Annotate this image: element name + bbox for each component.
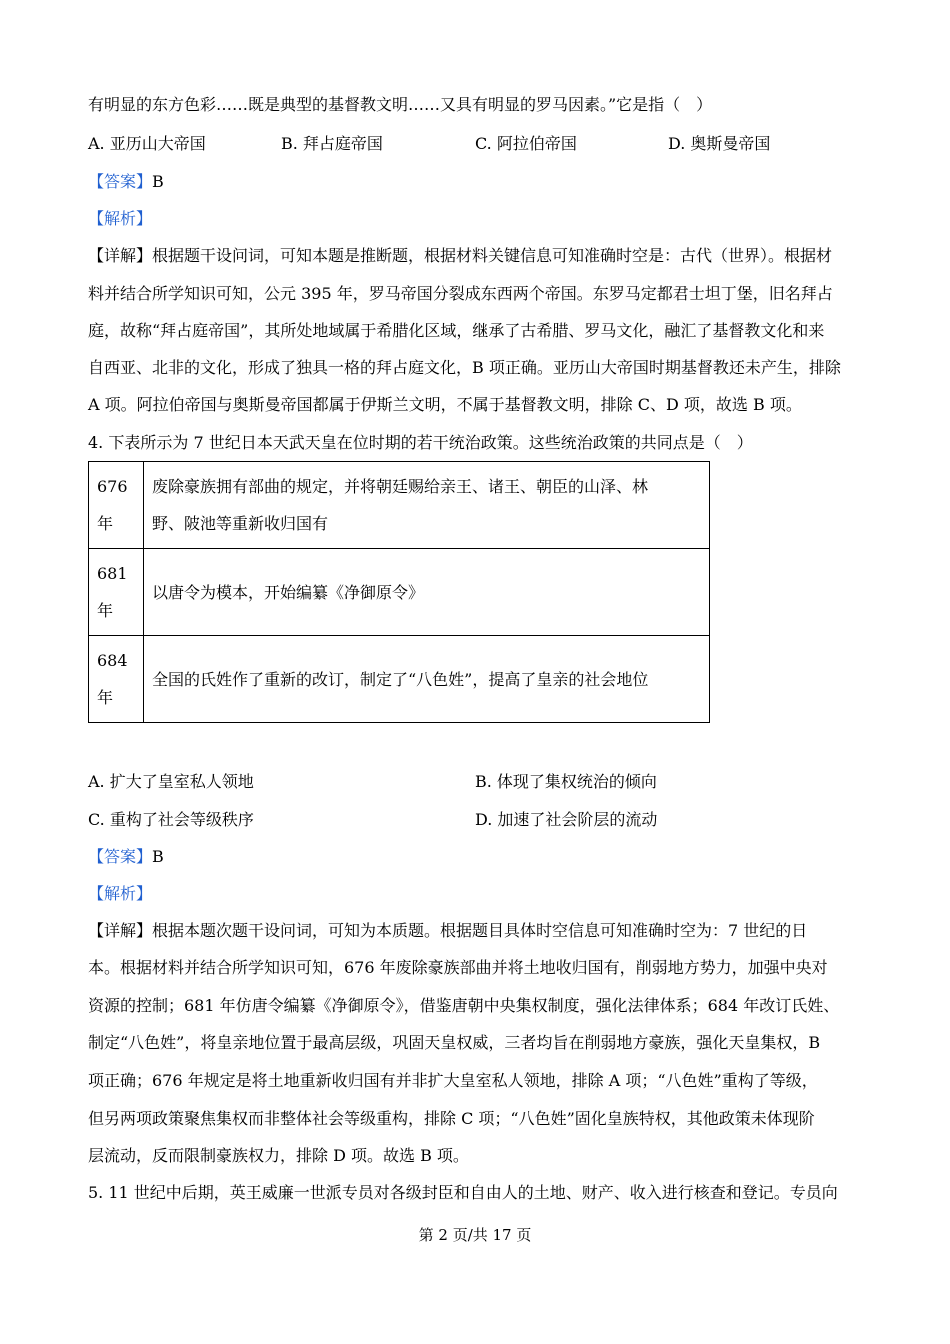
q3-option-a: A. 亚历山大帝国 (88, 134, 206, 153)
year-cell (89, 636, 144, 723)
q3-detail-line: 庭，故称“拜占庭帝国”，其所处地域属于希腊化区域，继承了古希腊、罗马文化，融汇了基督教文化和来 (88, 321, 825, 340)
q4-option-b: B. 体现了集权统治的倾向 (475, 772, 657, 791)
q3-detail-line: A 项。阿拉伯帝国与奥斯曼帝国都属于伊斯兰文明，不属于基督教文明，排除 C、D 项，故选 B 项。 (88, 395, 802, 414)
page-footer: 第 2 页/共 17 页 (418, 1226, 532, 1244)
q4-option-a: A. 扩大了皇室私人领地 (88, 772, 254, 791)
q4-analysis-label: 【解析】 (88, 884, 153, 903)
year-number: 684 (97, 651, 128, 670)
q4-detail-line: 层流动，反而限制豪族权力，排除 D 项。故选 B 项。 (88, 1146, 469, 1165)
year-unit: 年 (97, 688, 114, 707)
policy-cell (144, 636, 710, 723)
q4-detail-line: 本。根据材料并结合所学知识可知，676 年废除豪族部曲并将土地收归国有，削弱地方势力，加强中央对 (88, 958, 828, 977)
q4-policy-table (88, 461, 710, 723)
q3-option-b: B. 拜占庭帝国 (281, 134, 383, 153)
policy-cell (144, 462, 710, 549)
q4-stem: 4. 下表所示为 7 世纪日本天武天皇在位时期的若干统治政策。这些统治政策的共同点是（ ） (88, 433, 753, 452)
q4-detail-line: 【详解】根据本题次题干设问词，可知为本质题。根据题目具体时空信息可知准确时空为：7 世纪的日 (88, 921, 808, 940)
policy-text: 野、陂池等重新收归国有 (152, 514, 329, 533)
q4-answer (88, 847, 164, 867)
table-row (89, 549, 710, 636)
q3-detail-line: 料并结合所学知识可知，公元 395 年，罗马帝国分裂成东西两个帝国。东罗马定都君士坦丁堡，旧名拜占 (88, 284, 833, 303)
q3-answer (88, 172, 164, 192)
q4-answer-value: B (152, 847, 164, 866)
q4-detail-line: 项正确；676 年规定是将土地重新收归国有并非扩大皇室私人领地，排除 A 项；“八色姓”重构了等级， (88, 1071, 818, 1090)
year-cell (89, 549, 144, 636)
policy-cell (144, 549, 710, 636)
q3-detail-line: 【详解】根据题干设问词，可知本题是推断题，根据材料关键信息可知准确时空是：古代（世界）。根据材 (88, 246, 833, 265)
year-unit: 年 (97, 601, 114, 620)
policy-text: 全国的氏姓作了重新的改订，制定了“八色姓”，提高了皇亲的社会地位 (152, 669, 649, 689)
q4-option-c: C. 重构了社会等级秩序 (88, 810, 254, 829)
q3-option-d: D. 奥斯曼帝国 (668, 134, 771, 153)
policy-text: 以唐令为模本，开始编纂《净御原令》 (152, 582, 425, 602)
q4-detail-line: 资源的控制；681 年仿唐令编纂《净御原令》，借鉴唐朝中央集权制度，强化法律体系；684 年改订氏姓、 (88, 996, 840, 1015)
year-cell (89, 462, 144, 549)
q3-answer-label: 【答案】 (88, 172, 153, 191)
year-unit: 年 (97, 514, 114, 533)
q3-answer-value: B (152, 172, 164, 191)
policy-text: 废除豪族拥有部曲的规定，并将朝廷赐给亲王、诸王、朝臣的山泽、林 (152, 477, 649, 496)
year-number: 676 (97, 477, 128, 496)
year-number: 681 (97, 564, 128, 583)
table-row (89, 462, 710, 549)
q4-option-d: D. 加速了社会阶层的流动 (475, 810, 658, 829)
q4-detail-line: 制定“八色姓”，将皇亲地位置于最高层级，巩固天皇权威，三者均旨在削弱地方豪族，强化天皇集权，B (88, 1033, 821, 1052)
q3-stem-tail: 有明显的东方色彩……既是典型的基督教文明……又具有明显的罗马因素。”它是指（ ） (88, 95, 713, 114)
q5-stem: 5. 11 世纪中后期，英王威廉一世派专员对各级封臣和自由人的土地、财产、收入进行核查和登记。专员向 (88, 1183, 838, 1202)
table-row (89, 636, 710, 723)
q3-option-c: C. 阿拉伯帝国 (475, 134, 577, 153)
q4-detail-line: 但另两项政策聚焦集权而非整体社会等级重构，排除 C 项；“八色姓”固化皇族特权，其他政策未体现阶 (88, 1109, 815, 1128)
q3-analysis-label: 【解析】 (88, 209, 153, 228)
q3-detail-line: 自西亚、北非的文化，形成了独具一格的拜占庭文化，B 项正确。亚历山大帝国时期基督教还未产生，排除 (88, 358, 841, 377)
q4-answer-label: 【答案】 (88, 847, 153, 866)
